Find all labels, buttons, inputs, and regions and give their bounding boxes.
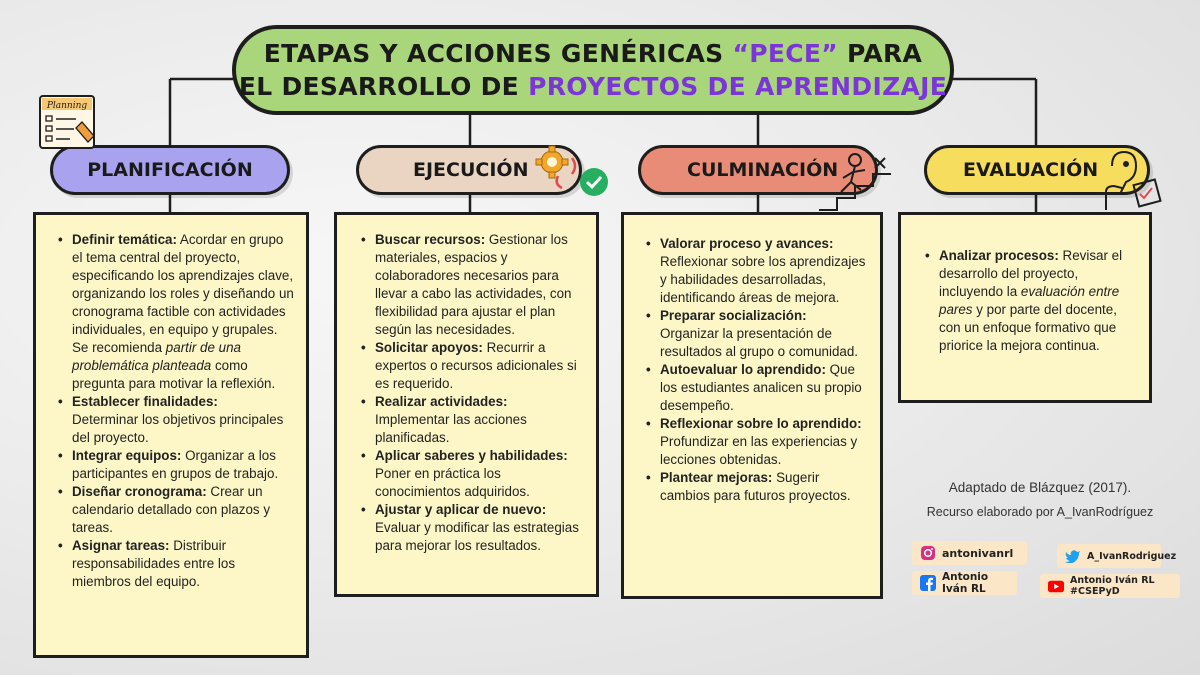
ejecucion-card	[334, 212, 599, 597]
stage-label: EVALUACIÓN	[963, 159, 1099, 181]
title-line-2	[239, 70, 947, 103]
author-credit: Recurso elaborado por A_IvanRodríguez	[926, 505, 1154, 519]
planning-notebook-icon	[36, 92, 100, 154]
list-item: • Integrar equipos: Organizar a los participantes en grupos de trabajo.	[56, 447, 296, 483]
title-line-1	[264, 37, 922, 70]
list-item: • Analizar procesos: Revisar el desarrollo del proyecto, incluyendo la evaluación entre pares y por parte del docente, con un enfoque formativo que priorice la mejora continua.	[923, 247, 1139, 355]
title-text: PARA	[838, 39, 923, 68]
list-item: • Preparar socialización: Organizar la presentación de resultados al grupo o comunidad.	[644, 307, 870, 361]
twitter-handle: A_IvanRodriguez	[1087, 550, 1177, 562]
title-text: EL DESARROLLO DE	[238, 72, 529, 101]
list-item: • Ajustar y aplicar de nuevo: Evaluar y modificar las estrategias para mejorar los resultados.	[359, 501, 586, 555]
list-item: • Buscar recursos: Gestionar los materiales, espacios y colaboradores necesarios para llevar a cabo las actividades, con flexibilidad para ajustar el plan según las necesidades.	[359, 231, 586, 339]
twitter-badge[interactable]	[1057, 544, 1177, 568]
stairs-climber-icon	[815, 150, 895, 214]
title-highlight-pece: “PECE”	[732, 39, 838, 68]
source-citation: Adaptado de Blázquez (2017).	[948, 480, 1132, 495]
instagram-icon	[920, 545, 936, 561]
list-item: • Plantear mejoras: Sugerir cambios para futuros proyectos.	[644, 469, 870, 505]
thinking-evaluator-icon	[1096, 148, 1162, 212]
list-item: • Aplicar saberes y habilidades: Poner en práctica los conocimientos adquiridos.	[359, 447, 586, 501]
stage-label: CULMINACIÓN	[687, 159, 839, 181]
list-item: • Valorar proceso y avances: Reflexionar sobre los aprendizajes y habilidades desarrolladas, identificando áreas de mejora.	[644, 235, 870, 307]
gear-check-icon	[532, 144, 612, 200]
facebook-icon	[920, 575, 936, 591]
ejecucion-list	[359, 231, 586, 555]
main-title	[232, 25, 954, 115]
planificacion-card	[33, 212, 309, 658]
stage-label: PLANIFICACIÓN	[87, 159, 253, 181]
culminacion-list	[644, 235, 870, 505]
list-item: • Establecer finalidades: Determinar los objetivos principales del proyecto.	[56, 393, 296, 447]
culminacion-card	[621, 212, 883, 599]
instagram-badge[interactable]	[912, 541, 1027, 565]
list-item: • Asignar tareas: Distribuir responsabilidades entre los miembros del equipo.	[56, 537, 296, 591]
youtube-badge[interactable]	[1040, 574, 1180, 598]
title-highlight-proyectos: PROYECTOS DE APRENDIZAJE	[528, 72, 948, 101]
evaluacion-list	[923, 247, 1139, 355]
instagram-handle: antonivanrl	[942, 546, 1014, 560]
twitter-icon	[1065, 548, 1081, 564]
youtube-icon	[1048, 578, 1064, 594]
list-item: • Autoevaluar lo aprendido: Que los estudiantes analicen su propio desempeño.	[644, 361, 870, 415]
youtube-channel: Antonio Iván RL #CSEPyD	[1070, 575, 1155, 597]
facebook-badge[interactable]	[912, 571, 1017, 595]
list-item: • Realizar actividades: Implementar las acciones planificadas.	[359, 393, 586, 447]
facebook-handle: Antonio Iván RL	[942, 571, 989, 595]
evaluacion-card	[898, 212, 1152, 403]
list-item: • Diseñar cronograma: Crear un calendario detallado con plazos y tareas.	[56, 483, 296, 537]
svg-text:Planning: Planning	[46, 101, 88, 111]
title-text: ETAPAS Y ACCIONES GENÉRICAS	[263, 39, 733, 68]
list-item: • Definir temática: Acordar en grupo el tema central del proyecto, especificando los aprendizajes clave, organizando los roles y diseñando un cronograma factible con actividades individuales, en equipo y grupales. Se recomienda partir de una problemática planteada como pregunta para motivar la reflexión.	[56, 231, 296, 393]
list-item: • Solicitar apoyos: Recurrir a expertos o recursos adicionales si es requerido.	[359, 339, 586, 393]
stage-label: EJECUCIÓN	[413, 159, 529, 181]
planificacion-list	[56, 231, 296, 591]
list-item: • Reflexionar sobre lo aprendido: Profundizar en las experiencias y lecciones obtenidas.	[644, 415, 870, 469]
